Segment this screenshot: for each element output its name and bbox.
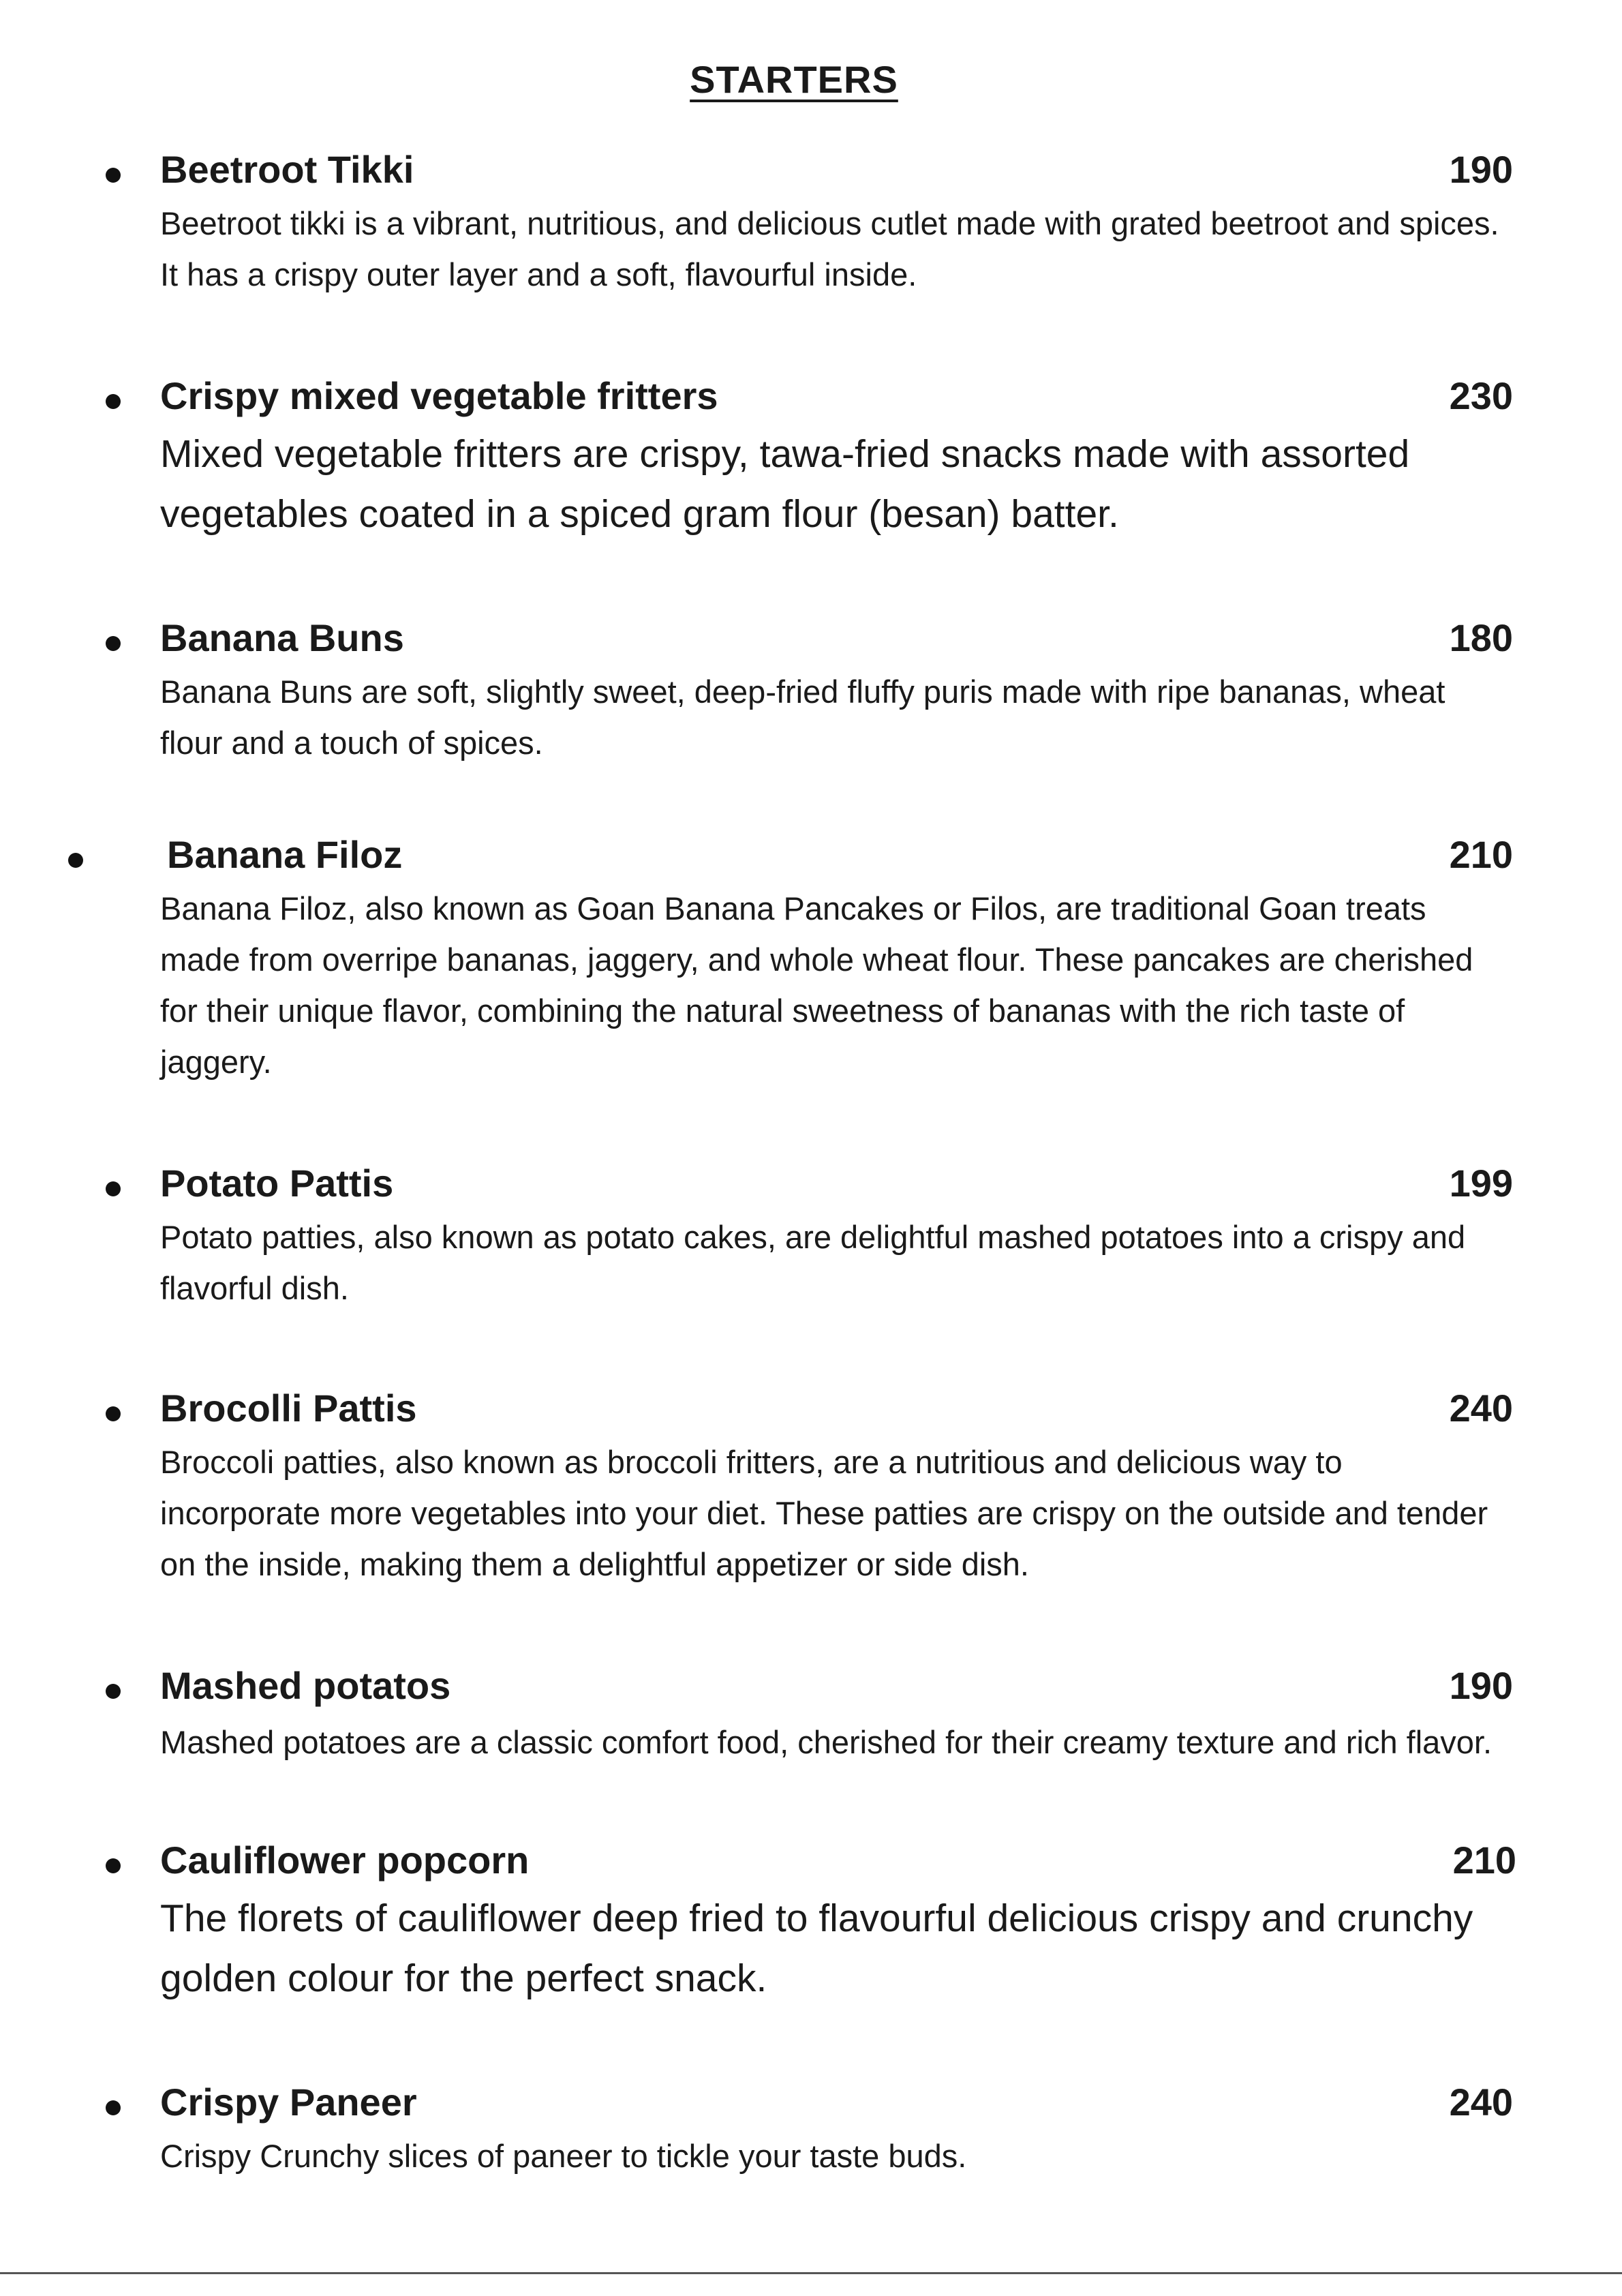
bullet-icon bbox=[106, 394, 121, 409]
item-price: 240 bbox=[1449, 1387, 1513, 1430]
item-name: Cauliflower popcorn bbox=[160, 1839, 530, 1882]
item-description: Mixed vegetable fritters are crispy, tawa-fried snacks made with assorted vegetables coated in a spiced gram flour (besan) batter. bbox=[160, 432, 1410, 536]
item-description: Crispy Crunchy slices of paneer to tickle your taste buds. bbox=[160, 2138, 967, 2174]
bullet-icon bbox=[106, 1858, 121, 1873]
item-name: Mashed potatos bbox=[160, 1664, 451, 1707]
menu-item-brocolli-pattis bbox=[160, 1380, 1513, 1590]
bullet-icon bbox=[106, 1684, 121, 1699]
menu-item-beetroot-tikki bbox=[160, 142, 1513, 300]
item-description: Banana Buns are soft, slightly sweet, deep-fried fluffy puris made with ripe bananas, wheat flour and a touch of spices. bbox=[160, 674, 1445, 761]
item-name: Potato Pattis bbox=[160, 1162, 394, 1205]
item-name: Brocolli Pattis bbox=[160, 1387, 417, 1430]
item-name: Beetroot Tikki bbox=[160, 148, 414, 191]
item-name: Crispy mixed vegetable fritters bbox=[160, 374, 718, 417]
bottom-divider bbox=[0, 2272, 1622, 2274]
bullet-icon bbox=[106, 2100, 121, 2115]
item-description: Banana Filoz, also known as Goan Banana Pancakes or Filos, are traditional Goan treats made from overripe bananas, jaggery, and whole wheat flour. These pancakes are cherished for their unique flavor, combining the natural sweetness of bananas with the rich taste of jaggery. bbox=[160, 890, 1473, 1080]
menu-item-crispy-paneer bbox=[160, 2074, 1513, 2181]
menu-item-potato-pattis bbox=[160, 1155, 1513, 1314]
item-price: 190 bbox=[1449, 1664, 1513, 1707]
bullet-icon bbox=[106, 636, 121, 651]
bullet-icon bbox=[68, 853, 83, 868]
item-price: 210 bbox=[1452, 1839, 1516, 1882]
item-price: 180 bbox=[1449, 616, 1513, 659]
page-title: STARTERS bbox=[690, 58, 898, 101]
item-description: Beetroot tikki is a vibrant, nutritious, and delicious cutlet made with grated beetroot and spices. It has a crispy outer layer and a soft, flavourful inside. bbox=[160, 205, 1499, 292]
bullet-icon bbox=[106, 1406, 121, 1421]
menu-item-banana-buns bbox=[160, 610, 1513, 768]
menu-item-banana-filoz bbox=[160, 827, 1513, 1087]
item-description: Mashed potatoes are a classic comfort food, cherished for their creamy texture and rich flavor. bbox=[160, 1724, 1493, 1760]
bullet-icon bbox=[106, 1181, 121, 1196]
item-price: 230 bbox=[1449, 374, 1513, 417]
menu-item-mashed-potatos bbox=[160, 1658, 1513, 1771]
item-description: The florets of cauliflower deep fried to flavourful delicious crispy and crunchy golden colour for the perfect snack. bbox=[160, 1897, 1473, 2000]
item-price: 210 bbox=[1449, 833, 1513, 876]
item-name: Banana Filoz bbox=[167, 833, 403, 876]
menu-item-crispy-mixed-vegetable-fritters bbox=[160, 368, 1513, 544]
item-description: Potato patties, also known as potato cakes, are delightful mashed potatoes into a crispy and flavorful dish. bbox=[160, 1219, 1466, 1306]
item-description: Broccoli patties, also known as broccoli fritters, are a nutritious and delicious way to incorporate more vegetables into your diet. These patties are crispy on the outside and tender on the inside, making them a delightful appetizer or side dish. bbox=[160, 1444, 1488, 1582]
item-price: 240 bbox=[1449, 2081, 1513, 2124]
item-name: Crispy Paneer bbox=[160, 2081, 417, 2124]
item-name: Banana Buns bbox=[160, 616, 404, 659]
item-price: 190 bbox=[1449, 148, 1513, 191]
item-price: 199 bbox=[1449, 1162, 1513, 1205]
menu-item-cauliflower-popcorn bbox=[160, 1832, 1516, 2008]
bullet-icon bbox=[106, 168, 121, 183]
